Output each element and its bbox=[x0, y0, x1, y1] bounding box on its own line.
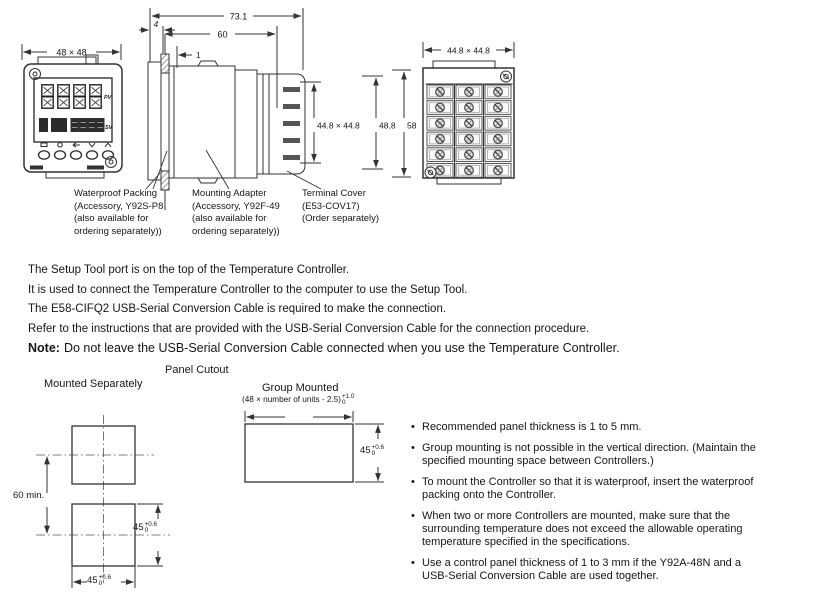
callout-line: (also available for bbox=[192, 213, 267, 225]
dim-total-depth: 73.1 bbox=[229, 11, 248, 22]
callout-line: Terminal Cover bbox=[302, 188, 366, 199]
setup-tool-description bbox=[28, 261, 825, 359]
mounting-note: • Recommended panel thickness is 1 to 5 mm. bbox=[410, 421, 762, 434]
rear-view-drawing bbox=[423, 42, 514, 184]
front-button-glyphs bbox=[41, 143, 111, 148]
dim-body-square: 44.8 × 44.8 bbox=[317, 120, 360, 131]
dim-value: 45 bbox=[133, 522, 144, 534]
dim-separate-height bbox=[133, 522, 157, 535]
note-text: Do not leave the USB-Serial Conversion Cable connected when you use the Temperature Controller. bbox=[63, 341, 620, 355]
tolerance: +0.6 0 bbox=[144, 520, 158, 534]
dim-behind-panel: 60 bbox=[217, 29, 228, 40]
description-line: It is used to connect the Temperature Controller to the computer to use the Setup Tool. bbox=[28, 283, 468, 296]
dim-vertical-spacing: 60 min. bbox=[13, 489, 45, 501]
description-line: The Setup Tool port is on the top of the Temperature Controller. bbox=[28, 264, 350, 276]
callout-line: Mounting Adapter bbox=[192, 188, 267, 199]
note-line bbox=[28, 339, 825, 359]
callout-terminal-cover bbox=[302, 188, 379, 226]
mounting-note: • To mount the Controller so that it is waterproof, insert the waterproof packing onto the Controller. bbox=[410, 476, 762, 502]
callout-line: (Accessory, Y92S-P8 bbox=[74, 200, 164, 212]
centerlines bbox=[36, 415, 170, 583]
front-buttons bbox=[39, 151, 114, 159]
note-label: Note: bbox=[28, 341, 60, 355]
dim-value: 45 bbox=[87, 575, 98, 587]
panel-cutout-title: Panel Cutout bbox=[165, 363, 229, 376]
callout-line: (E53-COV17) bbox=[302, 200, 360, 212]
dim-terminal-face: 44.8 × 44.8 bbox=[447, 45, 490, 56]
dim-overall-height: 58 bbox=[407, 120, 417, 131]
tolerance: +0.6 0 bbox=[98, 573, 112, 587]
callout-line: (also available for bbox=[74, 213, 149, 225]
dim-value: 45 bbox=[360, 445, 371, 457]
front-view-drawing bbox=[22, 44, 122, 178]
dim-group-width bbox=[242, 394, 354, 407]
dim-value: (48 × number of units - 2.5) bbox=[242, 395, 341, 405]
side-view-drawing bbox=[139, 8, 417, 210]
callout-line: (Accessory, Y92F-49 bbox=[192, 200, 280, 212]
callout-line: ordering separately)) bbox=[74, 225, 162, 237]
dim-group-height bbox=[360, 445, 384, 458]
sv-display-label: SV bbox=[105, 125, 113, 131]
group-mounted-title: Group Mounted bbox=[262, 381, 339, 394]
dimension-drawings bbox=[0, 0, 825, 255]
callout-line: ordering separately)) bbox=[192, 225, 280, 237]
description-line: The E58-CIFQ2 USB-Serial Conversion Cable is required to make the connection. bbox=[28, 303, 447, 315]
callout-mounting-adapter bbox=[192, 188, 280, 238]
mounting-note: • When two or more Controllers are mounted, make sure that the surrounding temperature does not exceed the allowable operating temperature specified in the specifications. bbox=[410, 510, 762, 549]
dim-packing-thickness: 4 bbox=[153, 20, 159, 29]
mounting-note: • Group mounting is not possible in the vertical direction. (Maintain the specified mounting space between Controllers.) bbox=[410, 442, 762, 468]
description-line: Refer to the instructions that are provided with the USB-Serial Conversion Cable for the connection procedure. bbox=[28, 322, 590, 335]
side-terminal-screws bbox=[283, 87, 300, 160]
pv-display-label: PV bbox=[104, 95, 112, 101]
callout-line: Waterproof Packing bbox=[74, 188, 158, 199]
panel-cutout-section bbox=[0, 359, 825, 609]
mounting-note: • Use a control panel thickness of 1 to 3 mm if the Y92A-48N and a USB-Serial Conversion Cable are used together. bbox=[410, 557, 762, 583]
callout-line: (Order separately) bbox=[302, 213, 380, 225]
mounting-notes-list bbox=[410, 421, 762, 591]
tolerance: +1.0 0 bbox=[341, 392, 355, 406]
dim-front-face: 48 × 48 bbox=[56, 47, 87, 58]
mounted-separately-title: Mounted Separately bbox=[44, 377, 143, 390]
tolerance: +0.6 0 bbox=[371, 443, 385, 457]
group-mounted-diagram bbox=[235, 409, 425, 559]
callout-waterproof-packing bbox=[74, 188, 163, 238]
dim-with-terminal-cover: 48.8 bbox=[379, 120, 396, 131]
dim-panel-gap: 1 bbox=[196, 51, 201, 60]
dim-separate-width bbox=[87, 575, 111, 588]
